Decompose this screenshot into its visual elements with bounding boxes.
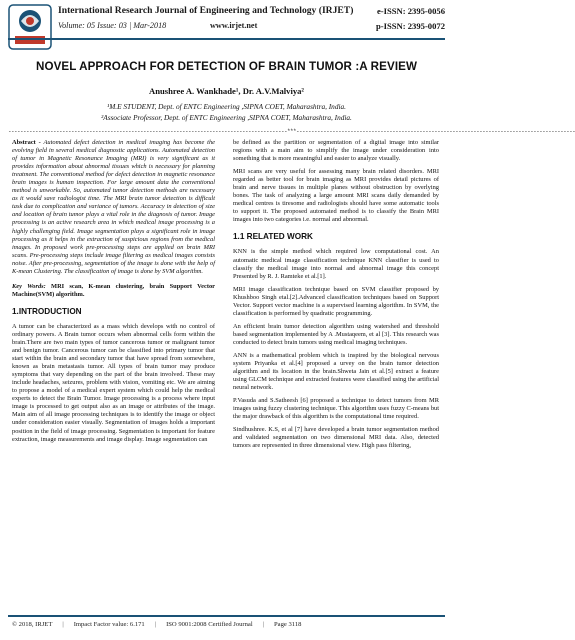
abstract: [12, 139, 215, 276]
affiliation-2: ²Associate Professor, Dept. of ENTC Engineering ,SIPNA COET, Maharashtra, India.: [101, 113, 352, 122]
paper-title: NOVEL APPROACH FOR DETECTION OF BRAIN TUMOR :A REVIEW: [35, 60, 418, 73]
left-column: [12, 139, 215, 449]
paragraph-5: An efficient brain tumor detection algorithm using watershed and threshold based segmentation implemented by A .Mustaqeem, et al [3]. This research was conducted to detect brain tumors using medical imaging techniques.: [233, 322, 439, 346]
footer-separator: |: [262, 621, 265, 628]
right-column: [233, 139, 439, 456]
footer-row: [12, 621, 441, 628]
section-divider: ---------------------------------------------------------------------------------------------***---------------------------------------------------------------------------------------------: [8, 128, 575, 135]
paragraph-8: Sindhushree. K.S, et al [7] have developed a brain tumor segmentation method and validated segmentation on two dimensional MRI data. Also, detected tumors are represented in three dimensional view. High pass filtering,: [233, 426, 439, 450]
keywords-text: MRI scan, K-mean clustering, brain Support Vector Machine(SVM) algorithm.: [12, 282, 215, 298]
related-work-heading: 1.1 RELATED WORK: [233, 232, 313, 242]
footer-iso: ISO 9001:2008 Certified Journal: [166, 621, 253, 628]
paragraph-2: MRI scans are very useful for assessing many brain related disorders. MRI regarded as better tool for brain imaging as MRI provides detail pictures of brain and nerve tissues in multiple planes without obstruction by overlying bones. The task of analyzing a large amount MRI scans daily demanded by medical centres is tiresome and radiologists should have some automatic tools to support it. The proposed automated method is to classify the Brain MRI images into two categories i.e. normal and abnormal.: [233, 168, 439, 224]
paper-authors: Anushree A. Wankhade¹, Dr. A.V.Malviya²: [148, 86, 305, 96]
abstract-label: Abstract -: [12, 139, 41, 146]
keywords: [12, 283, 215, 299]
p-issn: p-ISSN: 2395-0072: [376, 21, 445, 31]
footer-page-number: Page 3118: [274, 621, 302, 628]
paragraph-7: P.Vasuda and S.Satheesh [6] proposed a technique to detect tumors from MR images using fuzzy clustering technique. This algorithm uses fuzzy C-means but the major drawback of this algorithm is the computational time required.: [233, 397, 439, 421]
paragraph-3: KNN is the simple method which required low computational cost. An automatic medical image classification technique KNN classifier is used to classify the medical image into normal and abnormal image this concept Presented by R. J. Ramteke et al.[1].: [233, 248, 439, 280]
paragraph-1: be defined as the partition or segmentation of a digital image into similar regions with a main aim to simplify the image under consideration into something that is more meaningful and easier to analyze visually.: [233, 139, 439, 163]
paragraph-6: ANN is a mathematical problem which is inspired by the biological nervous system Priyanka et al.[4] proposed a urvey on the brain tumor detection algorithm and its location in the brain.Shweta Jain et al.[5] extract a feature using GLCM technique and extracted features were classified using the artificial neural network.: [233, 351, 439, 392]
affiliation-1: ¹M.E STUDENT, Dept. of ENTC Engineering ,SIPNA COET, Maharashtra, India.: [107, 102, 346, 111]
journal-title: International Research Journal of Engineering and Technology (IRJET): [58, 5, 354, 16]
footer-separator: |: [154, 621, 157, 628]
footer-separator: |: [62, 621, 64, 628]
footer-impact-factor: Impact Factor value: 6.171: [73, 621, 145, 628]
volume-info: Volume: 05 Issue: 03 | Mar-2018: [58, 21, 167, 30]
journal-website[interactable]: www.irjet.net: [210, 21, 258, 30]
intro-heading: 1.INTRODUCTION: [12, 306, 82, 316]
irjet-logo-icon: [8, 4, 52, 50]
e-issn: e-ISSN: 2395-0056: [376, 6, 445, 16]
footer-rule: [8, 615, 445, 617]
paragraph-4: MRI image classification technique based on SVM classifier proposed by Khushboo Singh etal.[2].Advanced classification techniques based on Support Vector. Support vector machine is a supervised learning algorithm. In SVM, the classification is performed by quadratic programming.: [233, 285, 439, 317]
journal-header: [0, 0, 453, 56]
abstract-text: Automated defect detection in medical imaging has become the evolving field in several medical diagnostic applications. Automated detection of tumor in Magnetic Resonance Imaging (MRI) is very significant as it provides information about abnormal tissues which is necessary for planning treatment. The conventional method for defect detection in magnetic resonance brain images is human inspection. For large amount data the conventional method is unworkable. So, automated tumor detection methods are necessary as it would save radiologist time. The MRI brain tumor detection is difficult task due to complication and variance of tumors. Accuracy in detection of size and location of brain tumor plays a vital role in the diagnosis of tumor. Image processing is an active research area in which medical image processing is a highly challenging field. Image segmentation plays a significant role in image processing as it helps in the extraction of suspicious regions from the medical images. In proposed work pre-processing steps are applied on brain MRI scans. Pre-processing steps include image filtering as medical images consists noise. After pre-processing, segmentation of the image is done with the help of K-mean Clustering. The classification of image is done by SVM algorithm.: [12, 139, 215, 275]
footer-copyright: © 2018, IRJET: [12, 621, 53, 628]
header-rule: [8, 38, 445, 40]
page-footer: [0, 615, 453, 640]
keywords-label: Key Words:: [12, 282, 46, 290]
intro-paragraph: A tumor can be characterized as a mass which develops with no control of ordinary powers. A Brain tumor occurs when abnormal cells form within the brain.There are two main types of tumor cancerous tumor or malignant tumor and benign tumor. Cancerous tumor can be classified into primary tumor that start within the brain and secondary tumor that have spread from somewhere, known as brain metastasis tumor. All types of brain tumor may produce symptoms that vary depending on the part of the brain involved. These may include headaches, seizures, problem with vision, vomiting etc. We are aiming to propose a model of a medical expert system which could help the medical experts to detect the Brain Tumor. Image processing is a process where input image is processed to get output also as an image or attributes of the image. Main aim of all image processing techniques is to identify the image or object under consideration easier visually. Segmentation of images holds a important position in the field of image processing. Segmentation is important for feature extraction, image measurements and image display. Image segmentation can: [12, 322, 215, 443]
